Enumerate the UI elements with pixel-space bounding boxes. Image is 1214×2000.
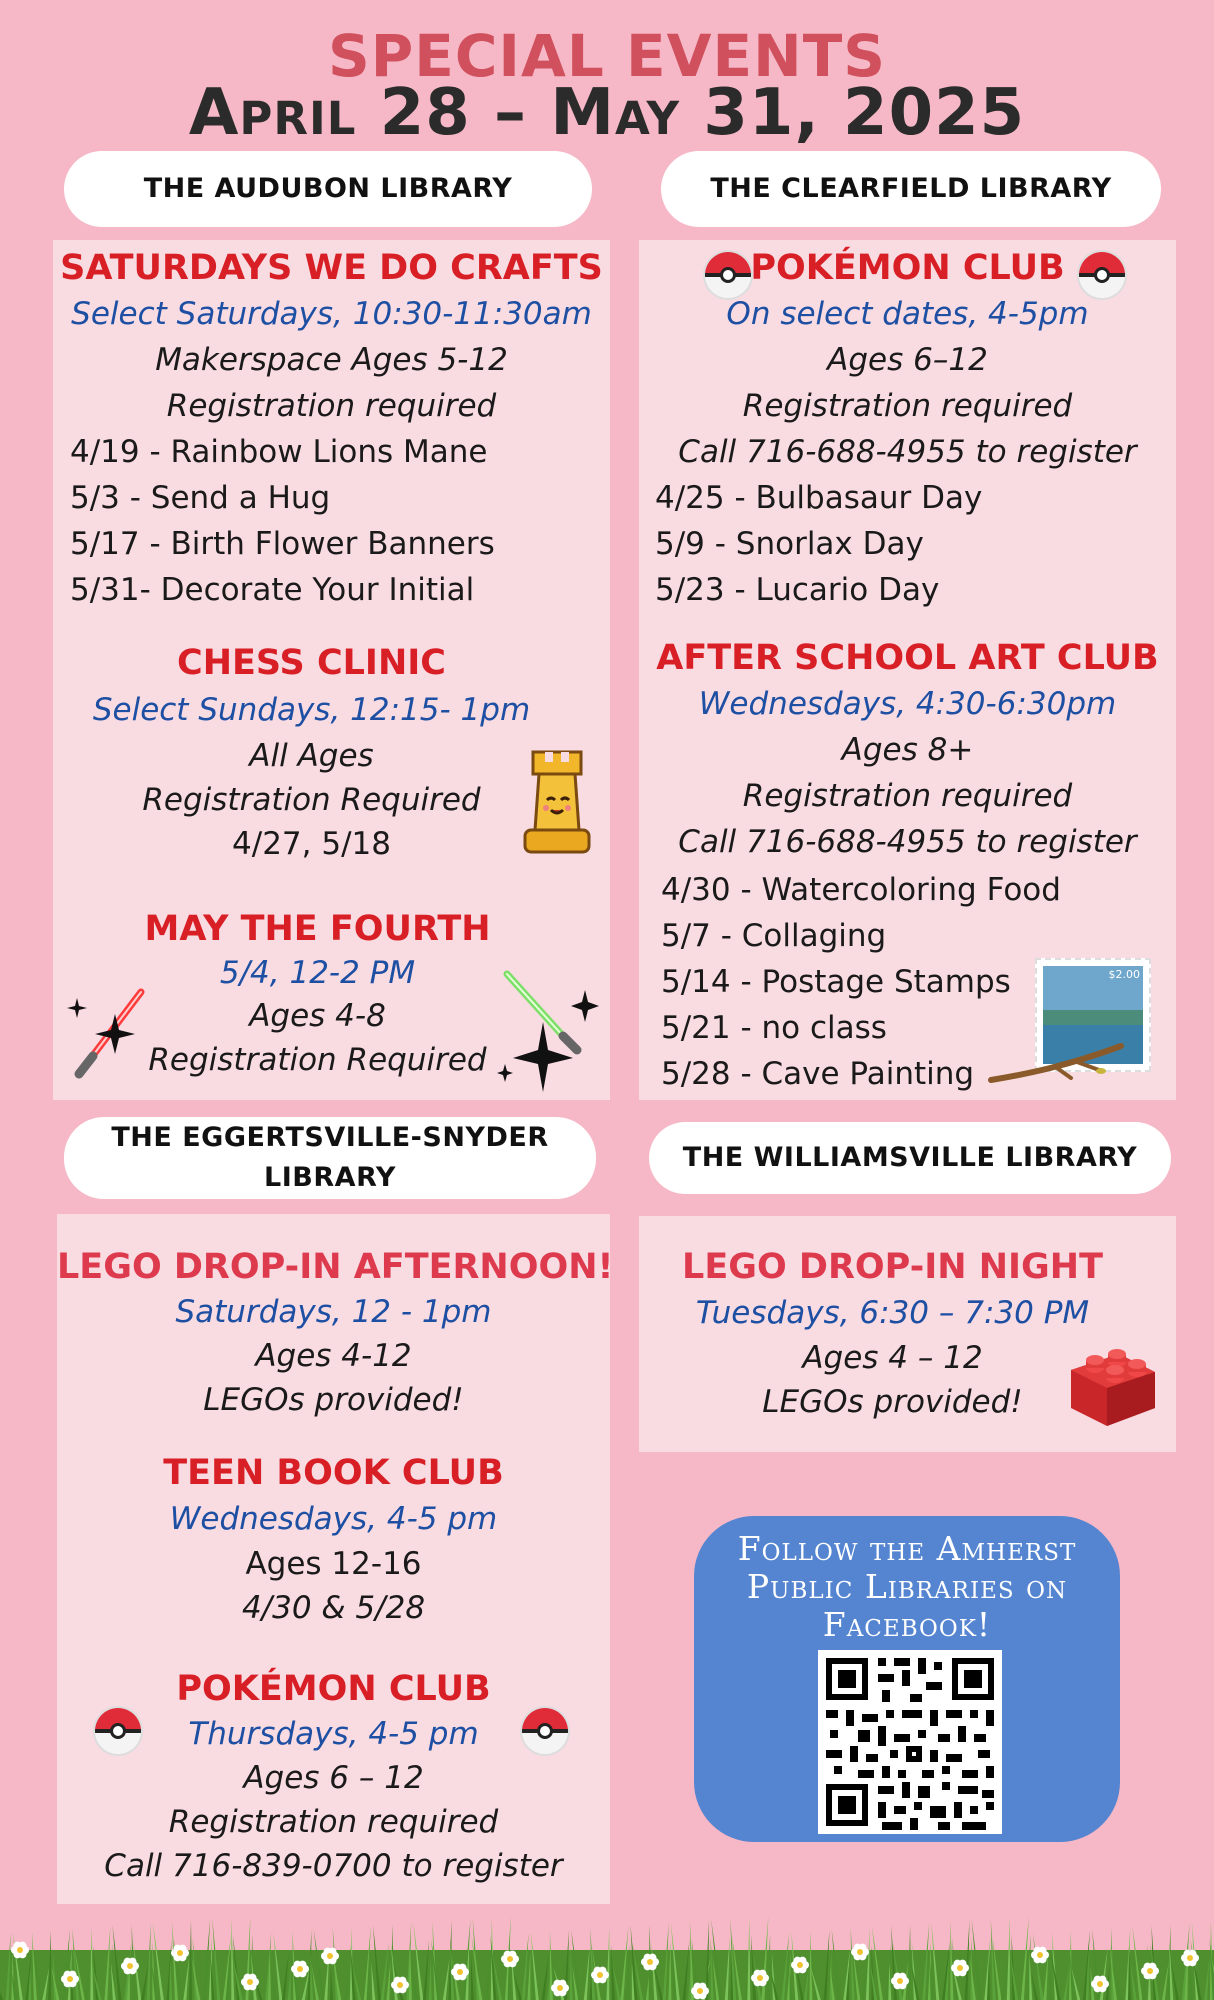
- qr-code-icon[interactable]: [818, 1650, 1002, 1834]
- eggertsville-pokemon-registration: Registration required: [168, 1804, 499, 1840]
- clearfield-pokemon-list: [655, 475, 1176, 613]
- teen-book-club-ages: Ages 12-16: [245, 1546, 422, 1582]
- art-club-ages: Ages 8+: [841, 732, 974, 768]
- clearfield-pokemon-phone: Call 716-688-4955 to register: [678, 434, 1137, 470]
- list-item: 5/3 - Send a Hug: [70, 480, 331, 516]
- clearfield-panel: [639, 240, 1176, 1100]
- teen-book-club-event: [57, 1450, 610, 1630]
- list-item: 5/23 - Lucario Day: [655, 572, 940, 608]
- lego-night-when: Tuesdays, 6:30 – 7:30 PM: [695, 1295, 1090, 1331]
- lego-night-note: LEGOs provided!: [762, 1384, 1023, 1420]
- crafts-list: [70, 429, 610, 613]
- facebook-callout: [694, 1516, 1120, 1842]
- williamsville-panel: [639, 1216, 1176, 1452]
- list-item: 5/14 - Postage Stamps: [661, 964, 1011, 1000]
- list-item: 4/25 - Bulbasaur Day: [655, 480, 983, 516]
- lego-afternoon-when: Saturdays, 12 - 1pm: [175, 1294, 492, 1330]
- lego-afternoon-title: LEGO DROP-IN AFTERNOON!: [57, 1247, 614, 1287]
- audubon-panel: [53, 240, 610, 1100]
- chess-registration: Registration Required: [142, 782, 481, 818]
- art-club-when: Wednesdays, 4:30-6:30pm: [698, 686, 1117, 722]
- art-club-phone: Call 716-688-4955 to register: [678, 824, 1137, 860]
- teen-book-club-when: Wednesdays, 4-5 pm: [169, 1501, 498, 1537]
- eggertsville-pokemon-ages: Ages 6 – 12: [243, 1760, 424, 1796]
- lego-brick-icon: [1063, 1330, 1159, 1430]
- eggertsville-name-line1: THE EGGERTSVILLE-SNYDER: [111, 1122, 549, 1153]
- clearfield-pokemon-registration: Registration required: [742, 388, 1073, 424]
- eggertsville-panel: [57, 1214, 614, 1904]
- chess-ages: All Ages: [249, 738, 374, 774]
- teen-book-club-dates: 4/30 & 5/28: [241, 1590, 426, 1626]
- list-item: 5/31- Decorate Your Initial: [70, 572, 475, 608]
- list-item: 5/17 - Birth Flower Banners: [70, 526, 495, 562]
- eggertsville-pokemon-when: Thursdays, 4-5 pm: [188, 1716, 479, 1752]
- list-item: 5/28 - Cave Painting: [661, 1056, 975, 1092]
- chess-title: CHESS CLINIC: [177, 643, 446, 683]
- eggertsville-pokemon-phone: Call 716-839-0700 to register: [104, 1848, 563, 1884]
- clearfield-pokemon-event: [639, 245, 1176, 475]
- list-item: 4/19 - Rainbow Lions Mane: [70, 434, 488, 470]
- lego-afternoon-event: [57, 1244, 614, 1422]
- art-club-event: [639, 635, 1176, 865]
- may-fourth-title: MAY THE FOURTH: [144, 909, 491, 949]
- crafts-event: [53, 245, 610, 429]
- chess-rook-icon: [519, 750, 595, 860]
- stick-icon: [987, 1040, 1127, 1090]
- chess-when: Select Sundays, 12:15- 1pm: [92, 692, 531, 728]
- clearfield-pokemon-title: POKÉMON CLUB: [750, 248, 1065, 288]
- grass-flowers-decoration: [0, 1910, 1214, 2000]
- chess-event: [53, 640, 570, 866]
- clearfield-pokemon-ages: Ages 6–12: [827, 342, 988, 378]
- may-fourth-when: 5/4, 12-2 PM: [219, 955, 416, 991]
- green-lightsaber-icon: [493, 968, 609, 1094]
- may-fourth-registration: Registration Required: [148, 1042, 487, 1078]
- list-item: 5/21 - no class: [661, 1010, 887, 1046]
- crafts-title: SATURDAYS WE DO CRAFTS: [60, 248, 603, 288]
- facebook-text-line1: Follow the Amherst: [737, 1529, 1077, 1568]
- red-lightsaber-icon: [63, 980, 173, 1080]
- lego-afternoon-note: LEGOs provided!: [203, 1382, 464, 1418]
- list-item: 4/30 - Watercoloring Food: [661, 872, 1061, 908]
- page-title: SPECIAL EVENTS: [327, 22, 887, 90]
- eggertsville-name-line2: LIBRARY: [264, 1162, 396, 1193]
- art-club-registration: Registration required: [742, 778, 1073, 814]
- crafts-registration: Registration required: [166, 388, 497, 424]
- stamp-price: $2.00: [1108, 968, 1140, 981]
- clearfield-library-label: THE CLEARFIELD LIBRARY: [661, 151, 1161, 227]
- lego-afternoon-ages: Ages 4-12: [255, 1338, 412, 1374]
- date-range: April 28 – May 31, 2025: [188, 76, 1026, 150]
- crafts-detail: Makerspace Ages 5-12: [155, 342, 508, 378]
- eggertsville-pokemon-title: POKÉMON CLUB: [176, 1669, 491, 1709]
- eggertsville-library-label: [64, 1117, 596, 1199]
- facebook-text-line3: Facebook!: [822, 1605, 992, 1644]
- audubon-library-label: THE AUDUBON LIBRARY: [64, 151, 592, 227]
- may-fourth-ages: Ages 4-8: [249, 998, 386, 1034]
- facebook-text-line2: Public Libraries on: [746, 1567, 1068, 1606]
- clearfield-pokemon-when: On select dates, 4-5pm: [726, 296, 1089, 332]
- williamsville-library-label: THE WILLIAMSVILLE LIBRARY: [649, 1122, 1171, 1194]
- chess-dates: 4/27, 5/18: [232, 826, 391, 862]
- lego-night-title: LEGO DROP-IN NIGHT: [682, 1247, 1103, 1287]
- list-item: 5/7 - Collaging: [661, 918, 887, 954]
- lego-night-ages: Ages 4 – 12: [802, 1340, 983, 1376]
- facebook-text: [694, 1530, 1120, 1644]
- eggertsville-pokemon-event: [57, 1666, 610, 1888]
- crafts-when: Select Saturdays, 10:30-11:30am: [71, 296, 592, 332]
- art-club-title: AFTER SCHOOL ART CLUB: [656, 638, 1159, 678]
- list-item: 5/9 - Snorlax Day: [655, 526, 924, 562]
- teen-book-club-title: TEEN BOOK CLUB: [163, 1453, 504, 1493]
